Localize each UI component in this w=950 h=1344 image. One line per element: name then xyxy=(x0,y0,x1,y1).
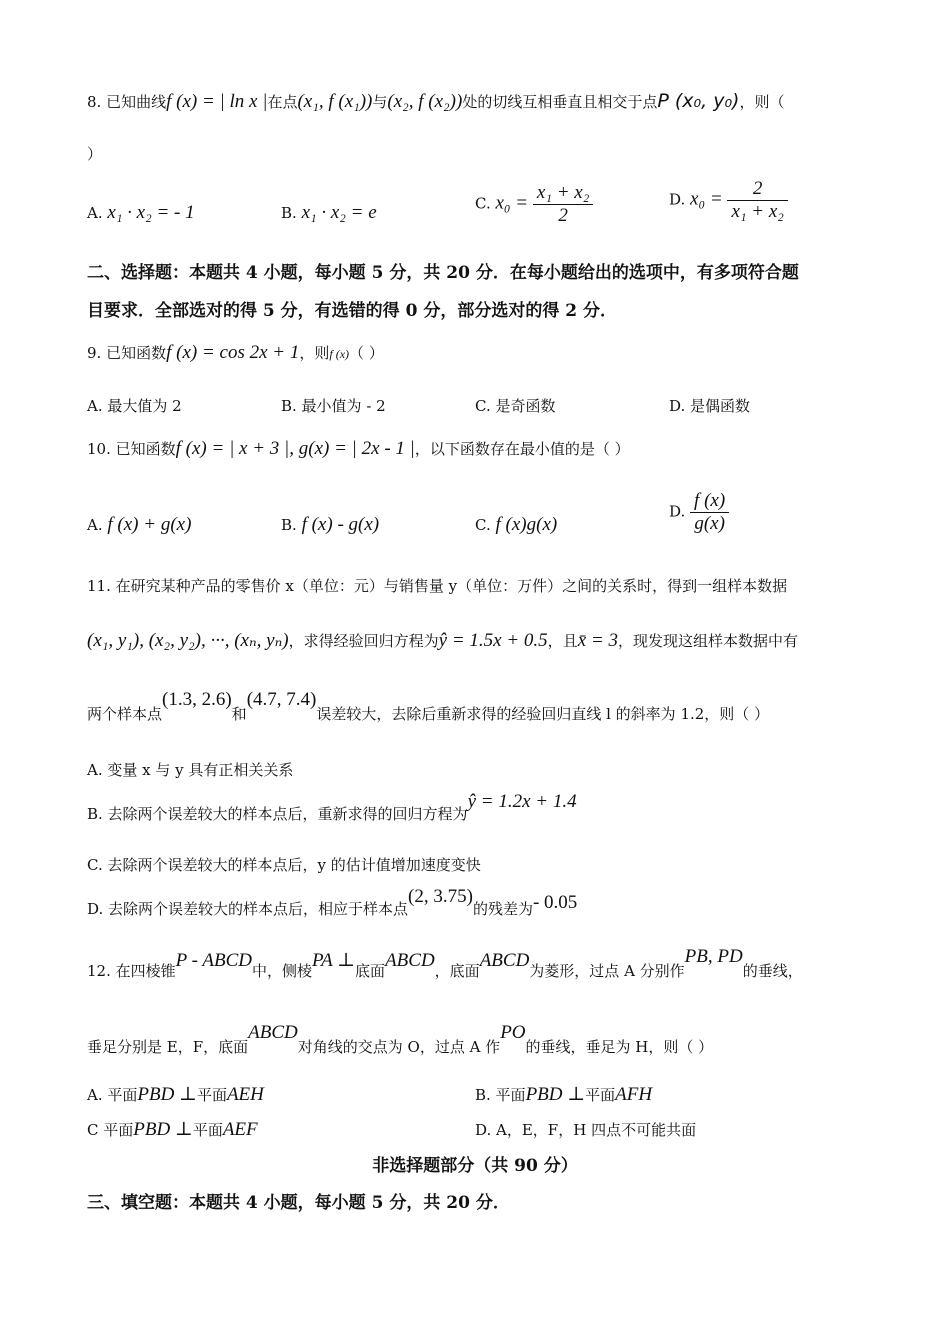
q10-option-b: B. f (x) - g(x) xyxy=(281,514,380,535)
q8-option-a: A. x₁ · x₂ = - 1 xyxy=(87,202,195,223)
section2-line1: 二、选择题：本题共 4 小题，每小题 5 分，共 20 分．在每小题给出的选项中，有多项符合题 xyxy=(87,263,799,283)
q12-line2: 垂足分别是 E，F，底面ABCD对角线的交点为 O，过点 A 作PO的垂线，垂足为 H，则（ ） xyxy=(87,1022,714,1056)
q8-stem: 8. 已知曲线f (x) = | ln x |在点(x₁, f (x₁))与(x₂, f (x₂))处的切线互相垂直且相交于点P (x₀, y₀)，则（ xyxy=(87,90,785,112)
q12-line1: 12. 在四棱锥P - ABCD中，侧棱PA ⊥底面ABCD，底面ABCD为菱形，过点 A 分别作PB, PD的垂线， xyxy=(87,946,803,980)
q11-option-a: A. 变量 x 与 y 具有正相关关系 xyxy=(87,761,294,779)
q8-point2: (x₂, f (x₂)) xyxy=(387,91,463,112)
q8-option-b: B. x₁ · x₂ = e xyxy=(281,202,377,223)
q8-option-d: D. x₀ = $\frac{2}{\text{x₁ + x₂}}$ xyxy=(669,178,788,223)
q9-option-b: B. 最小值为 - 2 xyxy=(281,397,386,415)
q12-option-d: D. A，E，F，H 四点不可能共面 xyxy=(475,1121,697,1139)
q8-func: f (x) = | ln x | xyxy=(166,91,268,112)
q8-point3: P (x₀, y₀) xyxy=(657,90,740,112)
q11-line3: 两个样本点(1.3, 2.6)和(4.7, 7.4)误差较大，去除后重新求得的经验回归直线 l 的斜率为 1.2，则（ ） xyxy=(87,689,770,723)
section3-header: 三、填空题：本题共 4 小题，每小题 5 分，共 20 分． xyxy=(87,1193,510,1213)
q10-option-d: D. $\frac{f (x)}{g(x)}$ xyxy=(669,490,729,535)
q11-line1: 11. 在研究某种产品的零售价 x（单位：元）与销售量 y（单位：万件）之间的关系时，得到一组样本数据 xyxy=(87,577,788,595)
part2-title: 非选择题部分（共 90 分） xyxy=(372,1156,578,1176)
q11-option-b: B. 去除两个误差较大的样本点后，重新求得的回归方程为ŷ = 1.2x + 1.4 xyxy=(87,791,577,823)
section2-line2: 目要求．全部选对的得 5 分，有选错的得 0 分，部分选对的得 2 分． xyxy=(87,301,617,321)
q11-line2: (x₁, y₁), (x₂, y₂), ···, (xₙ, yₙ)，求得经验回归方程为ŷ = 1.5x + 0.5，且x̄ = 3，现发现这组样本数据中有 xyxy=(87,630,798,651)
q11-option-c: C. 去除两个误差较大的样本点后，y 的估计值增加速度变快 xyxy=(87,856,481,874)
q9-option-c: C. 是奇函数 xyxy=(475,397,556,415)
q9-option-a: A. 最大值为 2 xyxy=(87,397,182,415)
q8-option-c: C. x₀ = $\frac{\text{x₁ + x₂}}{2}$ xyxy=(475,182,593,227)
q12-option-c: C 平面PBD ⊥平面AEF xyxy=(87,1119,258,1140)
q12-option-a: A. 平面PBD ⊥平面AEH xyxy=(87,1084,264,1105)
q11-option-d: D. 去除两个误差较大的样本点后，相应于样本点(2, 3.75)的残差为- 0.05 xyxy=(87,886,578,918)
q10-option-a: A. f (x) + g(x) xyxy=(87,514,192,535)
q12-option-b: B. 平面PBD ⊥平面AFH xyxy=(475,1084,653,1105)
q10-option-c: C. f (x)g(x) xyxy=(475,514,558,535)
q8-stem-close: ） xyxy=(87,145,103,163)
q10-stem: 10. 已知函数f (x) = | x + 3 |, g(x) = | 2x - 1 |，以下函数存在最小值的是（ ） xyxy=(87,438,630,459)
q8-point1: (x₁, f (x₁)) xyxy=(297,91,373,112)
q9-stem: 9. 已知函数f (x) = cos 2x + 1，则f (x)（ ） xyxy=(87,342,384,363)
q9-option-d: D. 是偶函数 xyxy=(669,397,751,415)
